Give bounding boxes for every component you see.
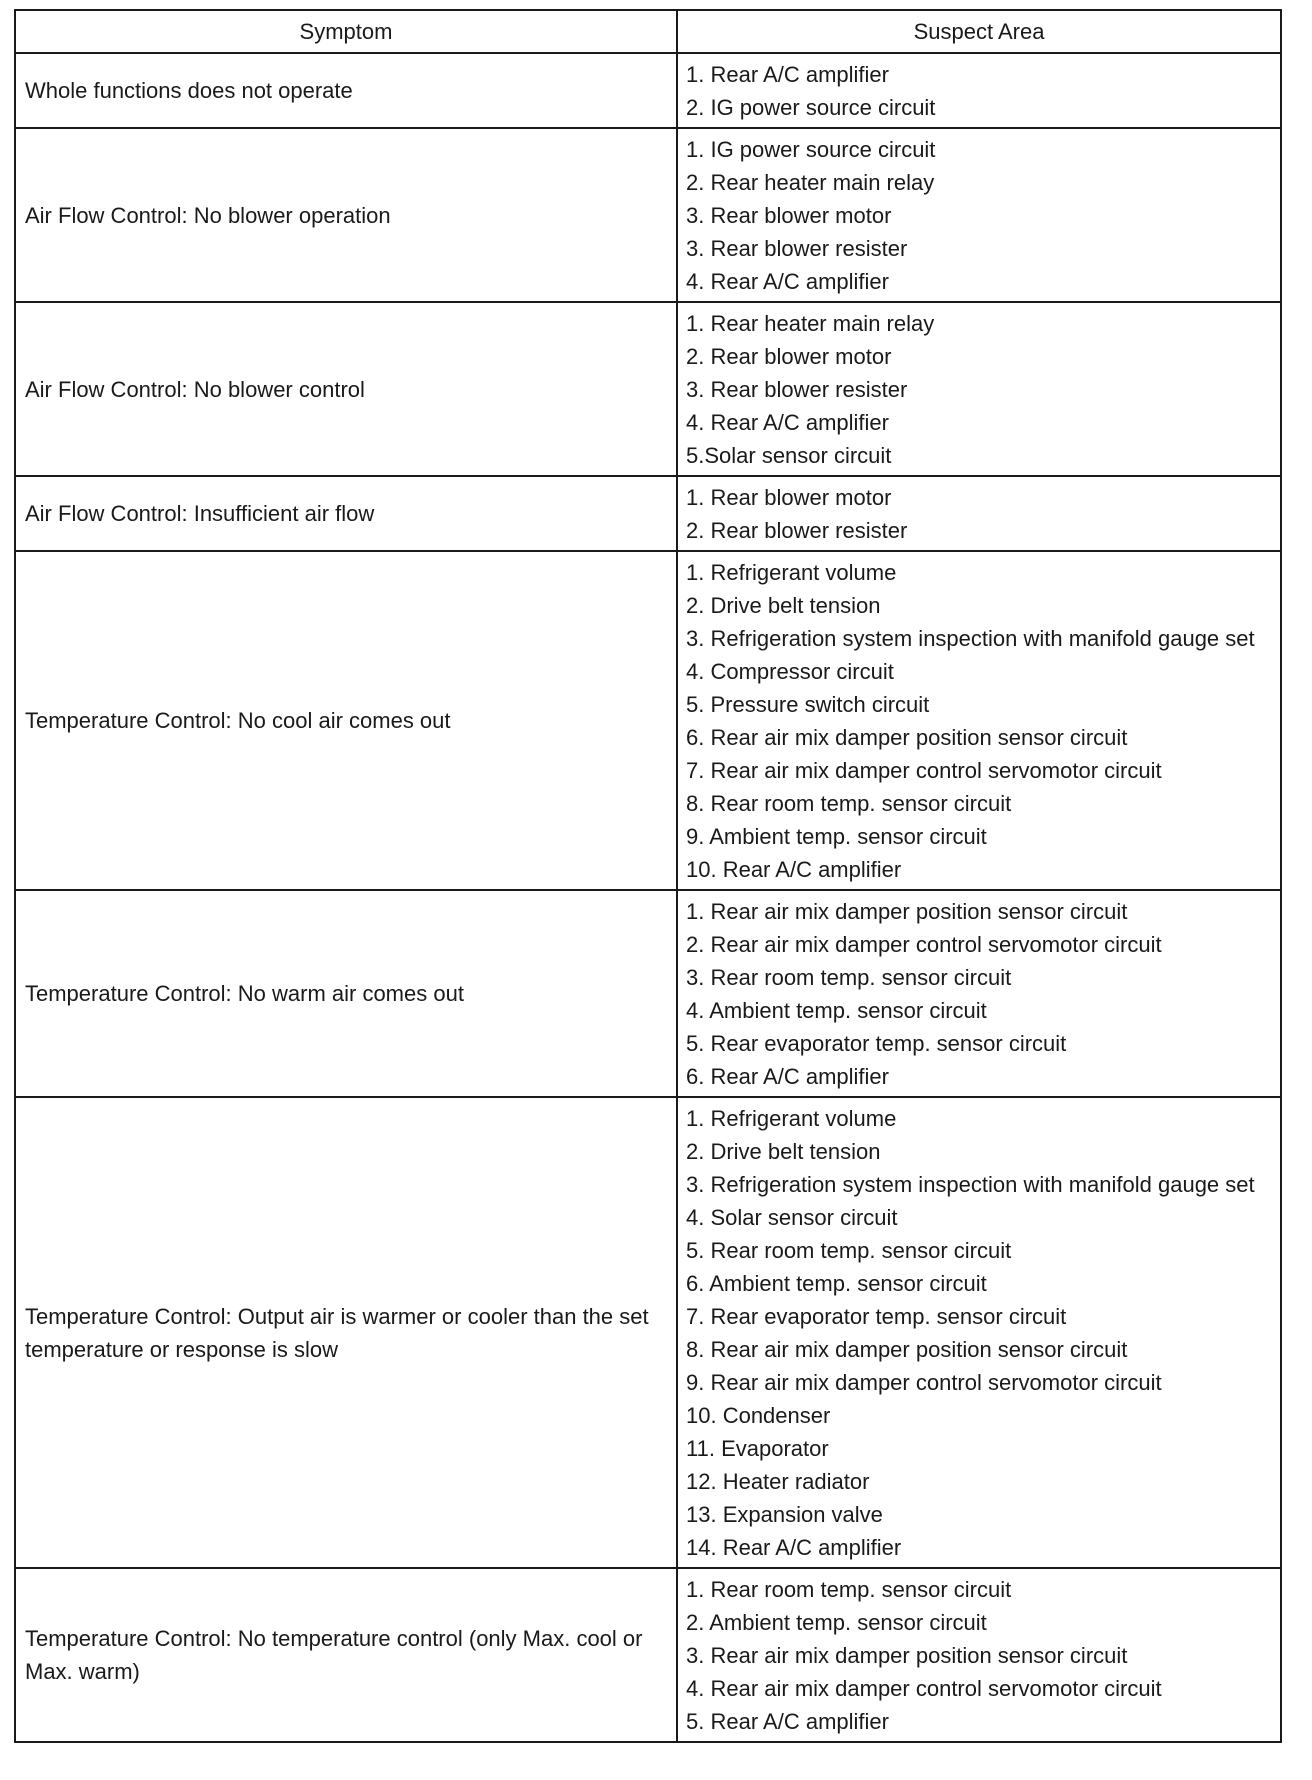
symptom-cell: Temperature Control: No cool air comes out	[15, 551, 677, 890]
suspect-area-cell	[677, 1097, 1281, 1568]
table-row	[15, 128, 1281, 302]
symptom-cell: Temperature Control: No temperature control (only Max. cool or Max. warm)	[15, 1568, 677, 1742]
symptom-cell: Air Flow Control: Insufficient air flow	[15, 476, 677, 551]
suspect-list	[686, 556, 1272, 886]
suspect-item: 4. Solar sensor circuit	[686, 1205, 898, 1230]
table-row	[15, 53, 1281, 128]
table-row	[15, 551, 1281, 890]
suspect-item: 1. Refrigerant volume	[686, 1106, 897, 1131]
suspect-item: 12. Heater radiator	[686, 1469, 870, 1494]
suspect-item: 3. Rear air mix damper position sensor circuit	[686, 1643, 1128, 1668]
suspect-area-cell	[677, 128, 1281, 302]
header-row	[15, 10, 1281, 53]
symptom-column-header: Symptom	[15, 10, 677, 53]
suspect-item: 5. Rear evaporator temp. sensor circuit	[686, 1031, 1067, 1056]
suspect-item: 1. Rear blower motor	[686, 485, 892, 510]
suspect-item: 4. Ambient temp. sensor circuit	[686, 998, 987, 1023]
suspect-item: 1. Rear air mix damper position sensor circuit	[686, 899, 1128, 924]
suspect-item: 5. Rear A/C amplifier	[686, 1709, 889, 1734]
suspect-list	[686, 1102, 1272, 1564]
suspect-area-cell	[677, 551, 1281, 890]
suspect-list	[686, 133, 1272, 298]
suspect-item: 9. Ambient temp. sensor circuit	[686, 824, 987, 849]
suspect-item: 2. Rear blower resister	[686, 518, 908, 543]
suspect-item: 2. Rear air mix damper control servomotor circuit	[686, 932, 1162, 957]
suspect-item: 4. Compressor circuit	[686, 659, 894, 684]
suspect-item: 2. Drive belt tension	[686, 1139, 881, 1164]
table-row	[15, 1568, 1281, 1742]
suspect-area-cell	[677, 302, 1281, 476]
suspect-item: 3. Refrigeration system inspection with manifold gauge set	[686, 626, 1255, 651]
suspect-area-cell	[677, 1568, 1281, 1742]
suspect-item: 2. Rear heater main relay	[686, 170, 935, 195]
suspect-item: 8. Rear air mix damper position sensor circuit	[686, 1337, 1128, 1362]
suspect-item: 2. Drive belt tension	[686, 593, 881, 618]
suspect-item: 5. Pressure switch circuit	[686, 692, 930, 717]
symptom-cell: Temperature Control: Output air is warmer or cooler than the set temperature or response is slow	[15, 1097, 677, 1568]
suspect-item: 9. Rear air mix damper control servomotor circuit	[686, 1370, 1162, 1395]
suspect-item: 14. Rear A/C amplifier	[686, 1535, 902, 1560]
suspect-item: 4. Rear A/C amplifier	[686, 410, 889, 435]
suspect-item: 3. Refrigeration system inspection with manifold gauge set	[686, 1172, 1255, 1197]
table-row	[15, 890, 1281, 1097]
suspect-item: 11. Evaporator	[686, 1436, 829, 1461]
suspect-item: 6. Rear air mix damper position sensor circuit	[686, 725, 1128, 750]
suspect-item: 1. Rear A/C amplifier	[686, 62, 889, 87]
suspect-item: 1. Rear room temp. sensor circuit	[686, 1577, 1012, 1602]
suspect-item: 3. Rear blower motor	[686, 203, 892, 228]
suspect-item: 10. Condenser	[686, 1403, 831, 1428]
suspect-item: 10. Rear A/C amplifier	[686, 857, 902, 882]
table-row	[15, 302, 1281, 476]
suspect-area-cell	[677, 476, 1281, 551]
suspect-list	[686, 307, 1272, 472]
suspect-item: 6. Rear A/C amplifier	[686, 1064, 889, 1089]
suspect-item: 2. IG power source circuit	[686, 95, 936, 120]
suspect-item: 5.Solar sensor circuit	[686, 443, 892, 468]
symptom-cell: Air Flow Control: No blower control	[15, 302, 677, 476]
suspect-item: 4. Rear A/C amplifier	[686, 269, 889, 294]
suspect-list	[686, 481, 1272, 547]
suspect-list	[686, 895, 1272, 1093]
suspect-area-column-header: Suspect Area	[677, 10, 1281, 53]
suspect-area-cell	[677, 53, 1281, 128]
suspect-item: 4. Rear air mix damper control servomotor circuit	[686, 1676, 1162, 1701]
table-header	[15, 10, 1281, 53]
suspect-item: 5. Rear room temp. sensor circuit	[686, 1238, 1012, 1263]
suspect-item: 3. Rear blower resister	[686, 236, 908, 261]
symptom-cell: Air Flow Control: No blower operation	[15, 128, 677, 302]
table-row	[15, 1097, 1281, 1568]
suspect-item: 2. Rear blower motor	[686, 344, 892, 369]
suspect-item: 8. Rear room temp. sensor circuit	[686, 791, 1012, 816]
suspect-list	[686, 58, 1272, 124]
table-row	[15, 476, 1281, 551]
suspect-item: 13. Expansion valve	[686, 1502, 883, 1527]
table-body	[15, 53, 1281, 1742]
suspect-item: 1. IG power source circuit	[686, 137, 936, 162]
suspect-item: 6. Ambient temp. sensor circuit	[686, 1271, 987, 1296]
symptom-table	[14, 9, 1282, 1743]
suspect-item: 2. Ambient temp. sensor circuit	[686, 1610, 987, 1635]
suspect-item: 7. Rear evaporator temp. sensor circuit	[686, 1304, 1067, 1329]
suspect-item: 3. Rear room temp. sensor circuit	[686, 965, 1012, 990]
suspect-item: 3. Rear blower resister	[686, 377, 908, 402]
symptom-cell: Temperature Control: No warm air comes out	[15, 890, 677, 1097]
suspect-item: 7. Rear air mix damper control servomotor circuit	[686, 758, 1162, 783]
symptom-cell: Whole functions does not operate	[15, 53, 677, 128]
suspect-list	[686, 1573, 1272, 1738]
suspect-item: 1. Refrigerant volume	[686, 560, 897, 585]
suspect-area-cell	[677, 890, 1281, 1097]
suspect-item: 1. Rear heater main relay	[686, 311, 935, 336]
